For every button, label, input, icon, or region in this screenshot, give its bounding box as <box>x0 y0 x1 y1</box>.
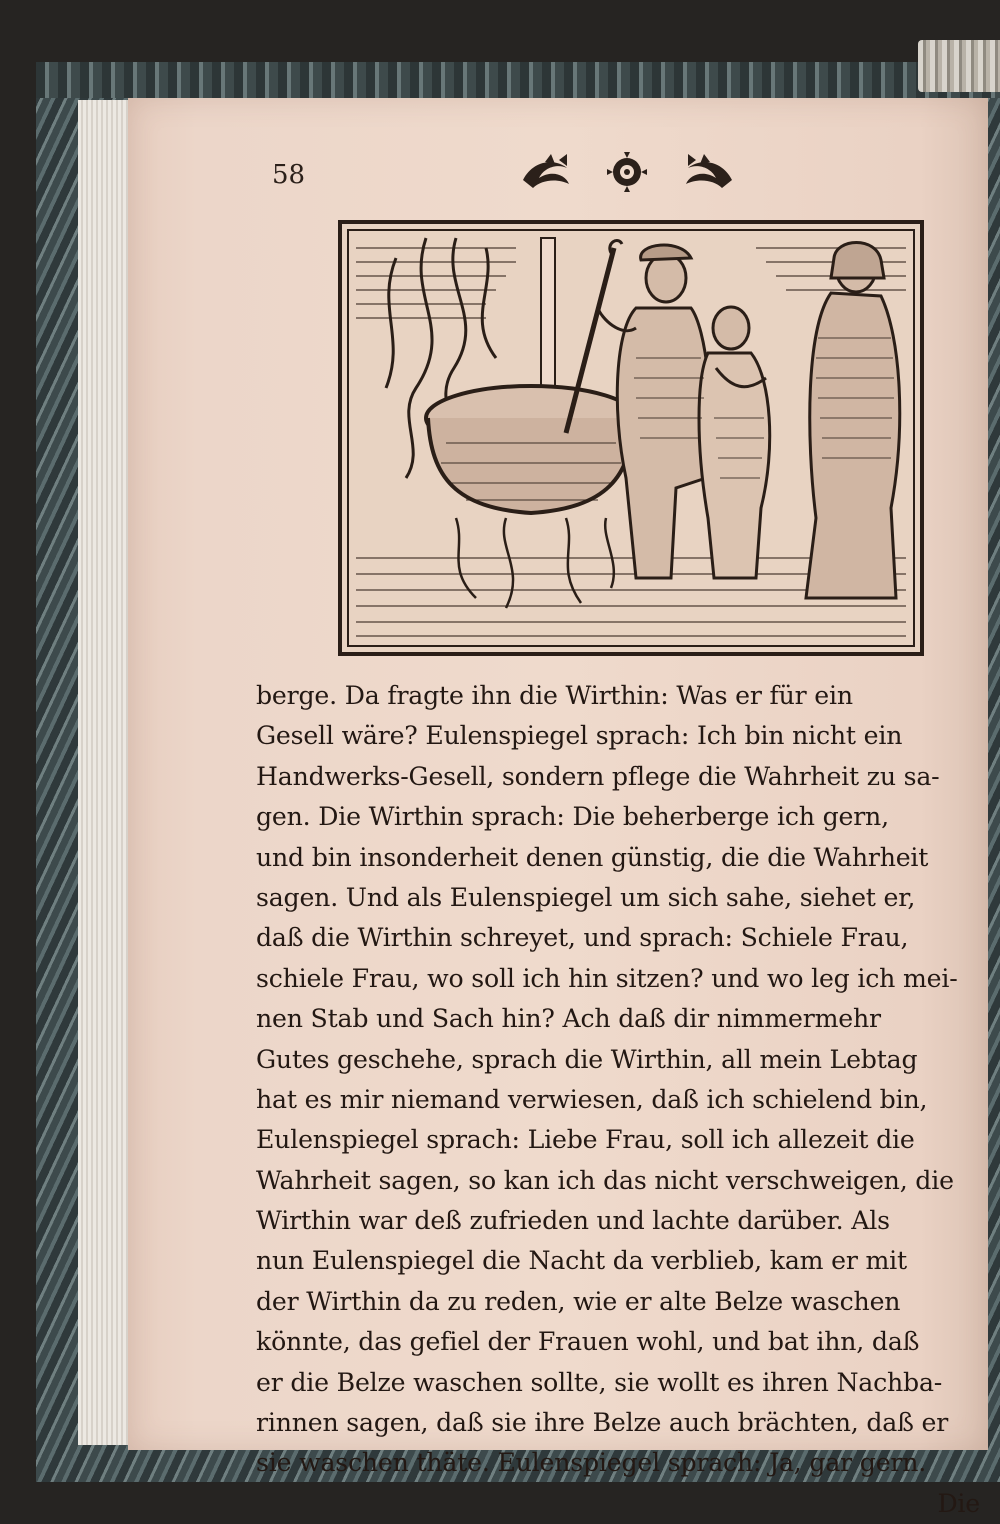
woodcut-illustration <box>336 218 926 658</box>
text-line: gen. Die Wirthin sprach: Die beherberge ich gern, <box>256 802 889 832</box>
text-line: Wahrheit sagen, so kan ich das nicht verschweigen, die <box>256 1165 954 1195</box>
catchword: Die <box>937 1488 980 1518</box>
text-line: er die Belze waschen sollte, sie wollt es ihren Nachba- <box>256 1367 943 1397</box>
text-line: könnte, das gefiel der Frauen wohl, und bat ihn, daß <box>256 1327 920 1357</box>
text-line: hat es mir niemand verwiesen, daß ich schielend bin, <box>256 1084 928 1114</box>
page-number: 58 <box>272 160 306 190</box>
text-line: Gesell wäre? Eulenspiegel sprach: Ich bin nicht ein <box>256 721 903 751</box>
text-line: Wirthin war deß zufrieden und lachte darüber. Als <box>256 1206 890 1236</box>
text-line: der Wirthin da zu reden, wie er alte Belze waschen <box>256 1286 901 1316</box>
text-line: Gutes geschehe, sprach die Wirthin, all mein Lebtag <box>256 1044 918 1074</box>
text-line: und bin insonderheit denen günstig, die die Wahrheit <box>256 842 929 872</box>
body-text <box>256 676 980 1524</box>
text-line: daß die Wirthin schreyet, und sprach: Schiele Frau, <box>256 923 909 953</box>
text-line: nen Stab und Sach hin? Ach daß dir nimmermehr <box>256 1004 881 1034</box>
next-page-edge <box>918 40 1000 92</box>
text-line: rinnen sagen, daß sie ihre Belze auch brächten, daß er <box>256 1408 949 1438</box>
text-line: Eulenspiegel sprach: Liebe Frau, soll ich allezeit die <box>256 1125 915 1155</box>
text-line: Handwerks-Gesell, sondern pflege die Wahrheit zu sa- <box>256 761 940 791</box>
text-line: sie waschen thäte. Eulenspiegel sprach: Ja, gar gern. <box>256 1448 927 1478</box>
ornament-icon <box>515 148 740 194</box>
cover-edge <box>36 62 1000 98</box>
text-line: schiele Frau, wo soll ich hin sitzen? und wo leg ich mei- <box>256 963 958 993</box>
text-line: sagen. Und als Eulenspiegel um sich sahe, siehet er, <box>256 882 916 912</box>
text-line: berge. Da fragte ihn die Wirthin: Was er für ein <box>256 681 853 710</box>
text-line: nun Eulenspiegel die Nacht da verblieb, kam er mit <box>256 1246 907 1276</box>
